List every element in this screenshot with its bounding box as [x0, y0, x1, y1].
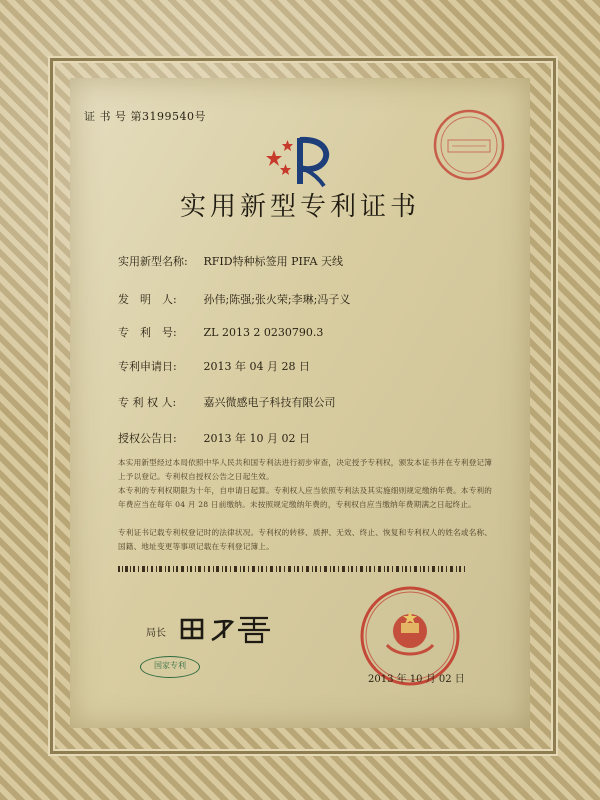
- field-label: 授权公告日:: [118, 432, 177, 445]
- field-value: 嘉兴微感电子科技有限公司: [203, 396, 336, 409]
- field-application-date: [118, 358, 310, 374]
- field-value: 孙伟;陈强;张火荣;李琳;冯子义: [203, 293, 351, 306]
- field-value: 2013 年 10 月 02 日: [203, 432, 310, 445]
- barcode-strip: [118, 566, 468, 572]
- field-label: 实用新型名称:: [118, 255, 188, 268]
- field-patent-number: [118, 324, 323, 340]
- patent-office-logo: [262, 130, 342, 190]
- field-label: 发 明 人:: [118, 293, 177, 306]
- small-oval-stamp: 国家专利: [140, 656, 200, 678]
- field-name: [118, 253, 343, 269]
- field-grant-date: [118, 430, 310, 446]
- body-paragraph: 专利证书记载专利权登记时的法律状况。专利权的转移、质押、无效、终止、恢复和专利权人的姓名或名称、国籍、地址变更等事项记载在专利登记簿上。: [118, 528, 493, 551]
- body-paragraph: 本专利的专利权期限为十年，自申请日起算。专利权人应当依照专利法及其实施细则规定缴纳年费。本专利的年费应当在每年 04 月 28 日前缴纳。未按照规定缴纳年费的，专利权自应当缴纳年费期满之日起终止。: [118, 486, 493, 509]
- field-label: 专 利 权 人:: [118, 396, 177, 409]
- field-patentee: [118, 394, 336, 410]
- field-value: 2013 年 04 月 28 日: [203, 360, 310, 373]
- field-label: 专利申请日:: [118, 360, 177, 373]
- official-title: 局长: [146, 628, 166, 639]
- body-paragraph: 本实用新型经过本局依照中华人民共和国专利法进行初步审查，决定授予专利权，颁发本证书并在专利登记簿上予以登记。专利权自授权公告之日起生效。: [118, 458, 493, 481]
- certificate-number: 证 书 号 第3199540号: [84, 110, 206, 123]
- field-label: 专 利 号:: [118, 326, 177, 339]
- top-seal-stamp: [430, 106, 508, 184]
- field-value: ZL 2013 2 0230790.3: [203, 326, 324, 339]
- field-value: RFID特种标签用 PIFA 天线: [203, 255, 343, 268]
- issue-date: 2013 年 10 月 02 日: [368, 674, 465, 685]
- director-signature: [176, 610, 276, 646]
- field-inventors: [118, 291, 350, 307]
- certificate-title: 实用新型专利证书: [179, 192, 420, 222]
